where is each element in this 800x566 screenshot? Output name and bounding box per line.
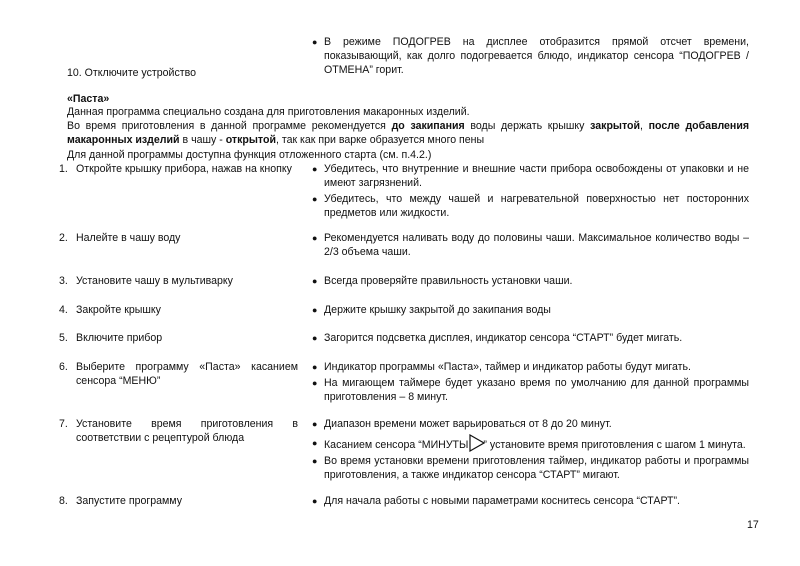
step-notes	[312, 417, 749, 484]
step-notes	[312, 360, 749, 406]
step-text: Установите чашу в мультиварку	[76, 275, 233, 287]
step-number: 5.	[59, 332, 68, 344]
bullet-icon: ●	[312, 496, 318, 506]
bullet-icon: ●	[312, 276, 318, 286]
note-text: Индикатор программы «Паста», таймер и индикатор работы будут мигать.	[324, 361, 691, 373]
bullet-icon: ●	[312, 333, 318, 343]
step-notes	[312, 231, 749, 261]
top-bullet	[312, 35, 749, 77]
step-text: Закройте крышку	[76, 304, 161, 316]
note-text: Касанием сенсора “МИНУТЫ ” установите время приготовления с шагом 1 минута.	[324, 436, 749, 452]
note-text: Убедитесь, что внутренние и внешние части прибора освобождены от упаковки и не имеют загрязнений.	[324, 163, 749, 189]
step-notes	[312, 274, 749, 290]
note-text: Диапазон времени может варьироваться от 8 до 20 минут.	[324, 418, 612, 430]
section-intro-3: Для данной программы доступна функция отложенного старта (см. п.4.2.)	[67, 149, 432, 161]
step-number: 1.	[59, 163, 68, 175]
note-text: На мигающем таймере будет указано время по умолчанию для данной программы приготовления – 8 минут.	[324, 377, 749, 403]
section-intro-1: Данная программа специально создана для приготовления макаронных изделий.	[67, 106, 470, 118]
bullet-icon: ●	[312, 37, 318, 47]
step-number: 8.	[59, 495, 68, 507]
step-text: Налейте в чашу воду	[76, 232, 181, 244]
page-number: 17	[747, 519, 759, 531]
step-text: Установите время приготовления в соответствии с рецептурой блюда	[76, 418, 298, 444]
step-notes	[312, 494, 749, 510]
bullet-icon: ●	[312, 378, 318, 388]
step-notes	[312, 331, 749, 347]
bullet-icon: ●	[312, 362, 318, 372]
step-number: 3.	[59, 275, 68, 287]
section-title: «Паста»	[67, 93, 110, 105]
bullet-icon: ●	[312, 233, 318, 243]
step-notes	[312, 303, 749, 319]
bullet-icon: ●	[312, 438, 318, 448]
bullet-icon: ●	[312, 305, 318, 315]
step-number: 6.	[59, 361, 68, 373]
step-number: 7.	[59, 418, 68, 430]
note-text: Для начала работы с новыми параметрами коснитесь сенсора “СТАРТ”.	[324, 495, 680, 507]
note-text: Рекомендуется наливать воду до половины чаши. Максимальное количество воды – 2/3 объема чаши.	[324, 232, 749, 258]
note-text: Всегда проверяйте правильность установки чаши.	[324, 275, 573, 287]
top-bullet-text: В режиме ПОДОГРЕВ на дисплее отобразится прямой отсчет времени, показывающий, как долго подогревается блюдо, индикатор сенсора “ПОДОГРЕВ / ОТМЕНА” горит.	[324, 36, 749, 76]
step-10: 10. Отключите устройство	[67, 67, 196, 79]
step-text: Откройте крышку прибора, нажав на кнопку	[76, 163, 292, 175]
bullet-icon: ●	[312, 164, 318, 174]
note-text: Держите крышку закрытой до закипания воды	[324, 304, 551, 316]
bullet-icon: ●	[312, 419, 318, 429]
step-text: Выберите программу «Паста» касанием сенсора “МЕНЮ”	[76, 361, 298, 387]
bullet-icon: ●	[312, 456, 318, 466]
step-text: Включите прибор	[76, 332, 163, 344]
step-notes	[312, 162, 749, 222]
section-intro-2: Во время приготовления в данной программе рекомендуется до закипания воды держать крышку закрытой, после добавления макаронных изделий в чашу - открытой, так как при варке образуется много пены	[67, 120, 750, 146]
step-text: Запустите программу	[76, 495, 182, 507]
step-number: 2.	[59, 232, 68, 244]
note-text: Загорится подсветка дисплея, индикатор сенсора “СТАРТ” будет мигать.	[324, 332, 683, 344]
step-number: 4.	[59, 304, 68, 316]
play-triangle-icon	[469, 436, 482, 450]
note-text: Во время установки времени приготовления таймер, индикатор работы и программы приготовления, а также индикатор сенсора “СТАРТ” мигают.	[324, 455, 749, 481]
note-text: Убедитесь, что между чашей и нагревательной поверхностью нет посторонних предметов или жидкости.	[324, 193, 749, 219]
bullet-icon: ●	[312, 194, 318, 204]
